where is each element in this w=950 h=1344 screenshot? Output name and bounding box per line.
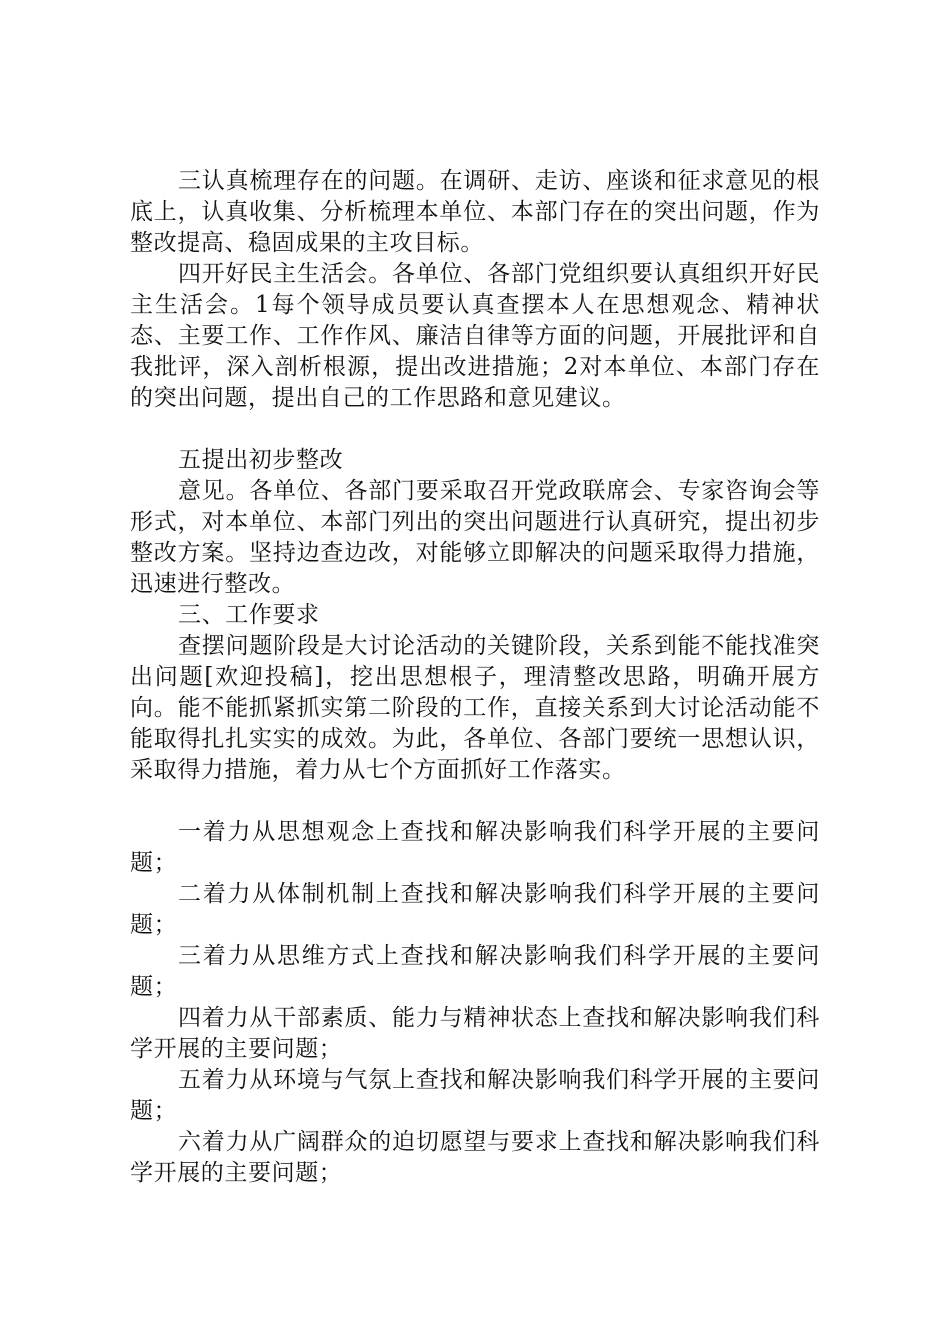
paragraph-item-4: 四开好民主生活会。各单位、各部门党组织要认真组织开好民主生活会。1每个领导成员要认真查摆本人在思想观念、精神状态、主要工作、工作作风、廉洁自律等方面的问题，开展批评和自我批评，深入剖析根源，提出改进措施；2对本单位、本部门存在的突出问题，提出自己的工作思路和意见建议。 [130,261,820,411]
list-item-4: 四着力从干部素质、能力与精神状态上查找和解决影响我们科学开展的主要问题； [130,1005,820,1062]
section-heading-work-requirements: 三、工作要求 [178,602,320,628]
paragraph-item-5-body: 意见。各单位、各部门要采取召开党政联席会、专家咨询会等形式，对本单位、本部门列出的突出问题进行认真研究，提出初步整改方案。坚持边查边改，对能够立即解决的问题采取得力措施，迅速进行整改。 [130,478,820,597]
list-item-5: 五着力从环境与气氛上查找和解决影响我们科学开展的主要问题； [130,1067,820,1124]
list-item-2: 二着力从体制机制上查找和解决影响我们科学开展的主要问题； [130,881,820,938]
paragraph-spacer [130,786,820,817]
paragraph-item-3: 三认真梳理存在的问题。在调研、走访、座谈和征求意见的根底上，认真收集、分析梳理本单位、本部门存在的突出问题，作为整改提高、稳固成果的主攻目标。 [130,168,820,256]
list-item-1: 一着力从思想观念上查找和解决影响我们科学开展的主要问题； [130,819,820,876]
document-body [130,166,820,1189]
paragraph-spacer [130,414,820,445]
list-item-6: 六着力从广阔群众的迫切愿望与要求上查找和解决影响我们科学开展的主要问题； [130,1129,820,1186]
paragraph-work-requirements: 查摆问题阶段是大讨论活动的关键阶段，关系到能不能找准突出问题[欢迎投稿]，挖出思想根子，理清整改思路，明确开展方向。能不能抓紧抓实第二阶段的工作，直接关系到大讨论活动能不能取得扎扎实实的成效。为此，各单位、各部门要统一思想认识，采取得力措施，着力从七个方面抓好工作落实。 [130,633,820,783]
paragraph-item-5-heading: 五提出初步整改 [178,447,344,473]
list-item-3: 三着力从思维方式上查找和解决影响我们科学开展的主要问题； [130,943,820,1000]
